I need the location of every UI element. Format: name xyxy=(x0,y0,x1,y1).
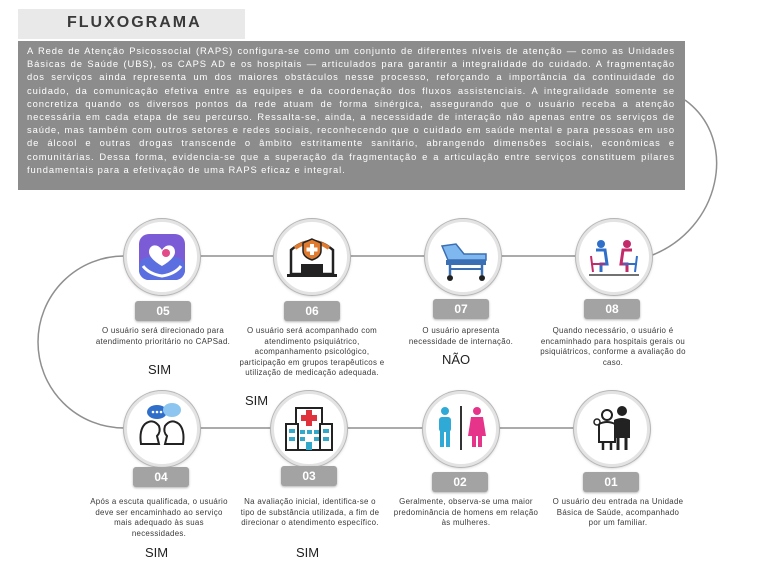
hospital-icon xyxy=(274,394,344,464)
step-07-badge: 07 xyxy=(433,299,489,319)
step-04-description: Após a escuta qualificada, o usuário deve ser encaminhado ao serviço mais adequado às suas necessidades. xyxy=(90,497,228,538)
step-04-answer: SIM xyxy=(145,545,169,560)
step-08-circle xyxy=(576,219,652,295)
step-02-circle xyxy=(423,391,499,467)
step-03-circle xyxy=(271,391,347,467)
step-05-answer: SIM xyxy=(148,362,172,377)
step-03-badge: 03 xyxy=(281,466,337,486)
step-01-description: O usuário deu entrada na Unidade Básica de Saúde, acompanhado por um familiar. xyxy=(552,497,684,527)
health-center-icon xyxy=(277,222,347,292)
step-08-badge: 08 xyxy=(584,299,640,319)
step-04-badge: 04 xyxy=(133,467,189,487)
title-box xyxy=(18,9,245,39)
step-05-description: O usuário será direcionado para atendimento prioritário no CAPSad. xyxy=(95,326,231,346)
step-06-description: O usuário será acompanhado com atendimento psiquiátrico, acompanhamento psicológico, participação em grupos terapêuticos e utilização de medicação adequada. xyxy=(239,326,385,377)
step-04-circle xyxy=(124,391,200,467)
step-02-badge: 02 xyxy=(432,472,488,492)
step-07-answer: NÃO xyxy=(442,352,471,367)
mental-health-icon xyxy=(127,222,197,292)
step-05-circle xyxy=(124,219,200,295)
step-07-circle xyxy=(425,219,501,295)
step-05-badge: 05 xyxy=(135,301,191,321)
step-08-description: Quando necessário, o usuário é encaminhado para hospitais gerais ou psiquiátricos, conforme a avaliação do caso. xyxy=(540,326,686,367)
step-06-circle xyxy=(274,219,350,295)
family-icon xyxy=(577,394,647,464)
step-06-answer: SIM xyxy=(245,393,269,408)
step-01-badge: 01 xyxy=(583,472,639,492)
stretcher-icon xyxy=(428,222,498,292)
therapy-session-icon xyxy=(579,222,649,292)
step-03-answer: SIM xyxy=(296,545,320,560)
step-06-badge: 06 xyxy=(284,301,340,321)
man-woman-icon xyxy=(426,394,496,464)
intro-text: A Rede de Atenção Psicossocial (RAPS) configura-se como um conjunto de diferentes níveis de atenção — como as Unidades Básicas de Saúde (UBS), os CAPS AD e os hospitais — articulados para garantir a integralidade do cuidado. A fragmentação dos serviços ainda representa um dos maiores obstáculos nesse processo, reforçando a importância da continuidade do cuidado, da comunicação efetiva entre as equipes e da coordenação dos fluxos assistenciais. A integralidade somente se concretiza quando os diversos pontos da rede atuam de forma sinérgica, assegurando que o usuário receba a atenção necessária em cada etapa de seu percurso. Ressalta-se, ainda, a necessidade de interação não apenas entre os serviços de saúde, mas também com outros setores e redes sociais, reconhecendo que o cuidado em saúde mental e para pessoas em uso de álcool e outras drogas transcende o âmbito estritamente sanitário, abrangendo dimensões sociais, econômicas e comunitárias. Dessa forma, evidencia-se que a superação da fragmentação e a articulação entre serviços constituem pilares fundamentais para a efetivação de uma RAPS eficaz e integral. xyxy=(18,41,685,190)
page-title: FLUXOGRAMA xyxy=(67,14,202,31)
step-03-description: Na avaliação inicial, identifica-se o tipo de substância utilizada, a fim de direcionar o atendimento específico. xyxy=(240,497,380,527)
conversation-icon xyxy=(127,394,197,464)
step-01-circle xyxy=(574,391,650,467)
step-02-description: Geralmente, observa-se uma maior predominância de homens em relação às mulheres. xyxy=(393,497,539,527)
step-07-description: O usuário apresenta necessidade de internação. xyxy=(408,326,514,346)
